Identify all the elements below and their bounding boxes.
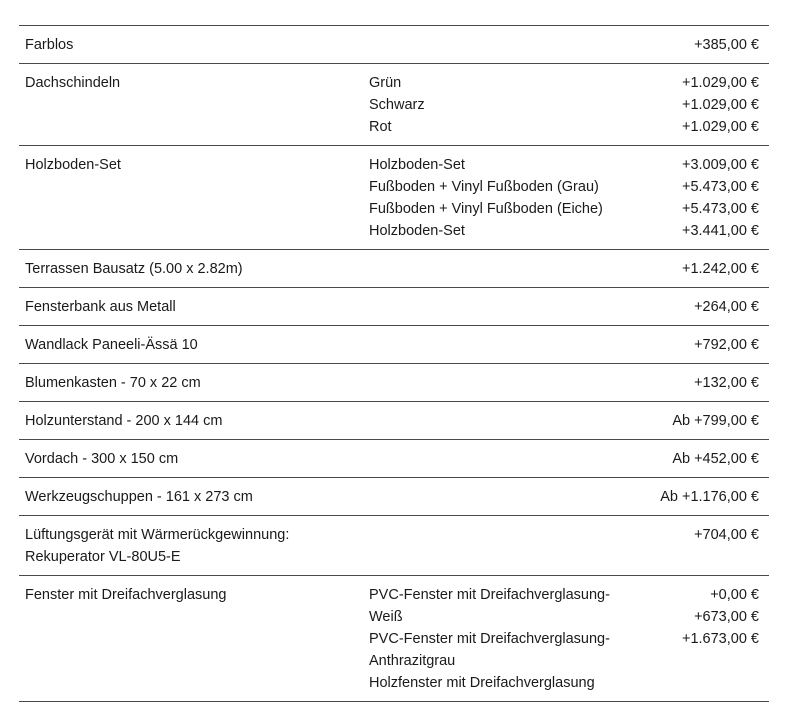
option-name-line: Dachschindeln <box>25 75 121 91</box>
variant-label: Fußboden + Vinyl Fußboden (Eiche) <box>369 201 603 217</box>
variant-label: Rot <box>369 119 392 135</box>
option-prices <box>639 448 769 470</box>
option-price: +3.009,00 € <box>681 157 759 173</box>
option-row-holzboden-set <box>19 146 769 250</box>
option-variants <box>363 258 639 280</box>
variant-label: PVC-Fenster mit Dreifachverglasung- <box>369 631 610 647</box>
variant-label: Grün <box>369 75 402 91</box>
option-name-line: Wandlack Paneeli-Ässä 10 <box>25 337 198 353</box>
option-variants <box>363 486 639 508</box>
option-name-line: Farblos <box>25 37 74 53</box>
option-name-line: Terrassen Bausatz (5.00 x 2.82m) <box>25 261 243 277</box>
option-variants <box>363 34 639 56</box>
option-price: +1.029,00 € <box>681 119 759 135</box>
option-prices <box>639 34 769 56</box>
option-name-line: Rekuperator VL-80U5-E <box>25 549 181 565</box>
option-price: +792,00 € <box>694 337 759 353</box>
option-name-line: Fenster mit Dreifachverglasung <box>25 587 227 603</box>
option-name-line: Lüftungsgerät mit Wärmerückgewinnung: <box>25 527 290 543</box>
option-price: +0,00 € <box>710 587 759 603</box>
option-name <box>19 154 363 242</box>
option-row-wandlack <box>19 326 769 364</box>
option-price: +1.029,00 € <box>681 97 759 113</box>
option-prices <box>639 372 769 394</box>
option-price: +704,00 € <box>694 527 759 543</box>
option-name-line: Holzunterstand - 200 x 144 cm <box>25 413 223 429</box>
option-row-terrassen-bausatz <box>19 250 769 288</box>
option-price: +3.441,00 € <box>681 223 759 239</box>
option-prices <box>639 486 769 508</box>
option-price: +264,00 € <box>694 299 759 315</box>
option-row-fenster <box>19 576 769 702</box>
option-price: +5.473,00 € <box>681 179 759 195</box>
option-price: +1.242,00 € <box>681 261 759 277</box>
option-prices <box>639 410 769 432</box>
option-name-line: Fensterbank aus Metall <box>25 299 176 315</box>
option-variants <box>363 372 639 394</box>
option-name <box>19 258 363 280</box>
option-name-line: Werkzeugschuppen - 161 x 273 cm <box>25 489 253 505</box>
variant-label: Weiß <box>369 609 403 625</box>
option-name <box>19 34 363 56</box>
option-price: Ab +799,00 € <box>672 413 759 429</box>
option-variants <box>363 524 639 568</box>
variant-label: Anthrazitgrau <box>369 653 456 669</box>
option-price: +5.473,00 € <box>681 201 759 217</box>
option-prices <box>639 154 769 242</box>
option-row-dachschindeln <box>19 64 769 146</box>
variant-label: Holzfenster mit Dreifachverglasung <box>369 675 595 691</box>
option-name <box>19 486 363 508</box>
option-name <box>19 334 363 356</box>
option-name <box>19 372 363 394</box>
option-prices <box>639 584 769 694</box>
option-name <box>19 584 363 694</box>
option-prices <box>639 258 769 280</box>
option-name-line: Holzboden-Set <box>25 157 121 173</box>
option-name <box>19 410 363 432</box>
variant-label: Schwarz <box>369 97 425 113</box>
variant-label: Holzboden-Set <box>369 157 465 173</box>
option-name-line: Vordach - 300 x 150 cm <box>25 451 179 467</box>
variant-label: Holzboden-Set <box>369 223 465 239</box>
option-name-line: Blumenkasten - 70 x 22 cm <box>25 375 201 391</box>
option-prices <box>639 296 769 318</box>
option-row-blumenkasten <box>19 364 769 402</box>
option-name <box>19 296 363 318</box>
option-variants <box>363 448 639 470</box>
option-row-fensterbank <box>19 288 769 326</box>
option-row-lueftungsgeraet <box>19 516 769 576</box>
variant-label: Fußboden + Vinyl Fußboden (Grau) <box>369 179 599 195</box>
option-name <box>19 524 363 568</box>
variant-label: PVC-Fenster mit Dreifachverglasung- <box>369 587 610 603</box>
option-price: +1.673,00 € <box>681 631 759 647</box>
options-price-table <box>19 25 769 702</box>
option-row-werkzeugschuppen <box>19 478 769 516</box>
option-variants <box>363 72 639 138</box>
option-row-vordach <box>19 440 769 478</box>
option-price: +1.029,00 € <box>681 75 759 91</box>
option-row-farblos <box>19 26 769 64</box>
option-variants <box>363 334 639 356</box>
option-row-holzunterstand <box>19 402 769 440</box>
option-variants <box>363 296 639 318</box>
option-name <box>19 448 363 470</box>
option-variants <box>363 154 639 242</box>
option-name <box>19 72 363 138</box>
option-price: +673,00 € <box>694 609 759 625</box>
option-variants <box>363 584 639 694</box>
option-prices <box>639 524 769 568</box>
option-price: Ab +452,00 € <box>672 451 759 467</box>
option-price: +385,00 € <box>694 37 759 53</box>
option-prices <box>639 334 769 356</box>
option-price: +132,00 € <box>694 375 759 391</box>
option-variants <box>363 410 639 432</box>
option-prices <box>639 72 769 138</box>
option-price: Ab +1.176,00 € <box>660 489 759 505</box>
